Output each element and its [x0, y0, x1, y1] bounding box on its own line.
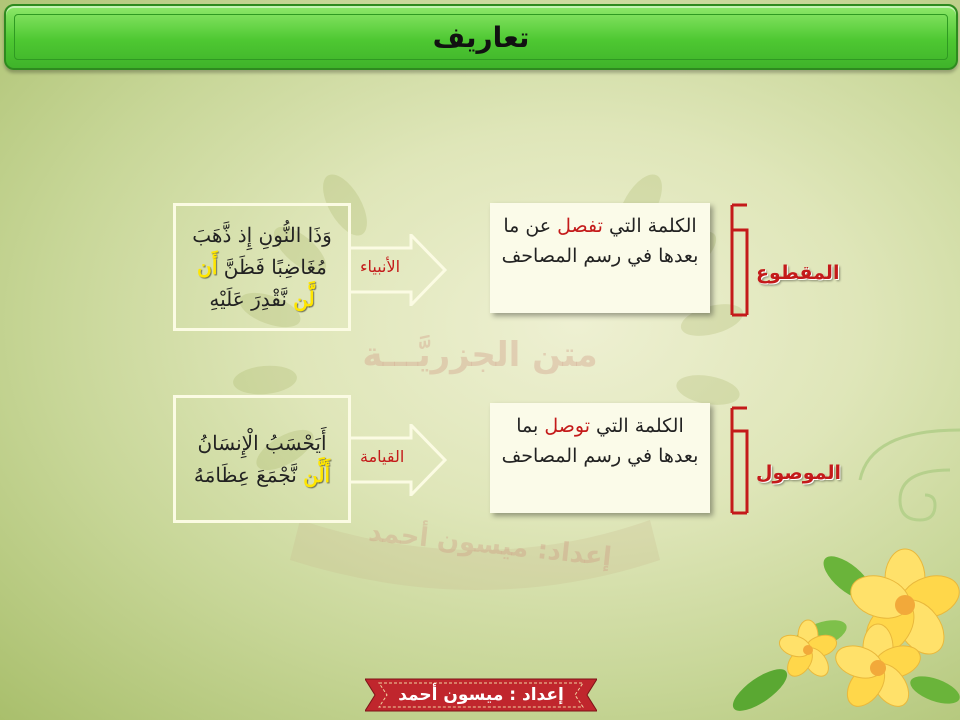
definition-text-end: عن ما بعدها في رسم المصاحف — [501, 215, 699, 267]
definition-text-start: الكلمة التي — [602, 215, 697, 237]
verse-anbiya — [192, 219, 331, 315]
verse-highlight: أَلَّن — [303, 463, 331, 487]
verse-line — [192, 251, 331, 283]
verse-line: وَذَا النُّونِ إِذ ذَّهَبَ — [192, 223, 332, 247]
definition-text-end: بما بعدها في رسم المصاحف — [501, 415, 699, 467]
term-mawsool: الموصول — [756, 462, 842, 484]
verse-box-anbiya — [173, 203, 351, 331]
definition-highlight: تفصل — [557, 215, 603, 237]
verse-line — [194, 459, 330, 491]
surah-label-qiyamah: القيامة — [360, 447, 405, 466]
watermark-author: إعداد: ميسون أحمد — [366, 517, 614, 573]
watermark-title: متن الجزريَّـــة — [362, 335, 598, 375]
footer-author: إعداد : ميسون أحمد — [398, 685, 564, 705]
verse-line: أَيَحْسَبُ الْإِنسَانُ — [197, 431, 327, 455]
title-bar — [4, 4, 958, 70]
definition-box-maqtoo — [490, 203, 710, 313]
verse-qiyamah — [194, 427, 330, 491]
verse-highlight: أَن — [197, 255, 218, 279]
definition-text-start: الكلمة التي — [590, 415, 684, 437]
verse-line — [192, 283, 331, 315]
bracket-mawsool — [722, 403, 762, 518]
title-frame — [14, 14, 948, 60]
term-maqtoo: المقطوع — [756, 262, 840, 284]
surah-label-anbiya: الأنبياء — [360, 257, 401, 276]
verse-box-qiyamah — [173, 395, 351, 523]
definition-text-mawsool — [490, 403, 710, 479]
verse-text: نَّجْمَعَ عِظَامَهُ — [193, 463, 304, 487]
verse-highlight: لَّن — [293, 287, 315, 311]
bracket-maqtoo — [722, 200, 762, 320]
verse-text: نَّقْدِرَ عَلَيْهِ — [209, 287, 294, 311]
definition-highlight: توصل — [544, 415, 590, 437]
slide-title: تعاريف — [432, 20, 530, 54]
definition-box-mawsool — [490, 403, 710, 513]
verse-text: مُغَاضِبًا فَظَنَّ — [217, 255, 327, 279]
definition-text-maqtoo — [490, 203, 710, 279]
